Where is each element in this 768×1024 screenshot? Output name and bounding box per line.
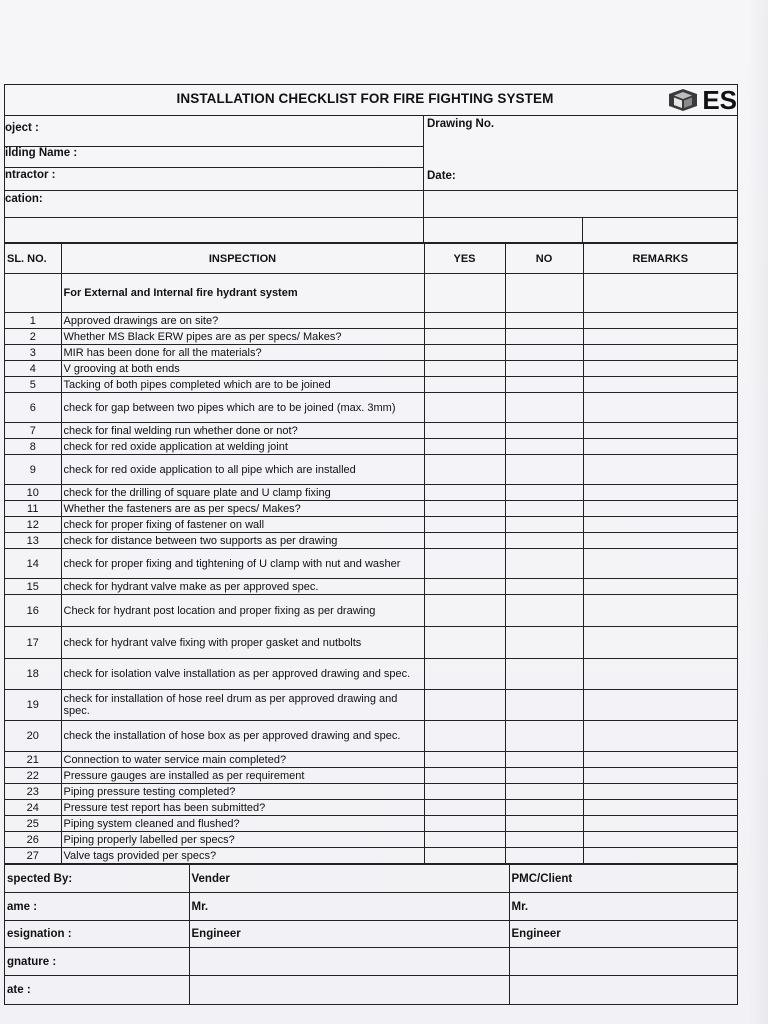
yes-cell[interactable] <box>424 329 505 345</box>
remarks-cell[interactable] <box>583 595 737 627</box>
remarks-cell[interactable] <box>583 816 737 832</box>
remarks-cell[interactable] <box>583 439 737 455</box>
header-left <box>5 116 424 242</box>
date-label: Date: <box>427 170 456 182</box>
remarks-cell[interactable] <box>583 800 737 816</box>
yes-cell[interactable] <box>424 423 505 439</box>
table-row <box>5 690 737 721</box>
yes-cell[interactable] <box>424 345 505 361</box>
yes-cell[interactable] <box>424 768 505 784</box>
item-number: 4 <box>5 361 61 377</box>
table-row <box>5 784 737 800</box>
item-text: Approved drawings are on site? <box>61 313 424 329</box>
remarks-cell[interactable] <box>583 690 737 721</box>
col-no: NO <box>505 244 583 274</box>
table-row <box>5 627 737 659</box>
divider <box>424 190 737 191</box>
item-number: 8 <box>5 439 61 455</box>
no-cell[interactable] <box>505 517 583 533</box>
table-row <box>5 393 737 423</box>
table-row <box>5 423 737 439</box>
no-cell[interactable] <box>505 549 583 579</box>
table-row <box>5 832 737 848</box>
table-row <box>5 595 737 627</box>
yes-cell[interactable] <box>424 784 505 800</box>
yes-cell[interactable] <box>424 595 505 627</box>
signoff-row <box>5 865 737 893</box>
table-row <box>5 439 737 455</box>
yes-cell[interactable] <box>424 579 505 595</box>
yes-cell[interactable] <box>424 816 505 832</box>
name-label: ame : <box>5 893 189 921</box>
designation-label: esignation : <box>5 921 189 948</box>
project-label: oject : <box>5 122 39 134</box>
no-cell[interactable] <box>505 329 583 345</box>
no-cell[interactable] <box>505 579 583 595</box>
yes-cell[interactable] <box>424 485 505 501</box>
signoff-table <box>5 864 737 1004</box>
remarks-cell[interactable] <box>583 423 737 439</box>
no-cell[interactable] <box>505 848 583 864</box>
remarks-cell[interactable] <box>583 274 737 313</box>
table-row <box>5 800 737 816</box>
remarks-cell[interactable] <box>583 659 737 690</box>
checklist-table <box>5 243 737 864</box>
table-row <box>5 501 737 517</box>
vender-signature-cell[interactable] <box>189 948 509 976</box>
no-cell[interactable] <box>505 393 583 423</box>
table-row <box>5 848 737 864</box>
item-text: check for red oxide application at welding joint <box>61 439 424 455</box>
item-number: 3 <box>5 345 61 361</box>
table-row <box>5 517 737 533</box>
cube-logo-icon <box>668 88 698 112</box>
pmc-signature-cell[interactable] <box>509 948 737 976</box>
vender-name[interactable]: Mr. <box>189 893 509 921</box>
remarks-cell[interactable] <box>583 752 737 768</box>
item-number: 26 <box>5 832 61 848</box>
no-cell[interactable] <box>505 377 583 393</box>
remarks-cell[interactable] <box>583 784 737 800</box>
pmc-date-cell[interactable] <box>509 976 737 1004</box>
yes-cell[interactable] <box>424 848 505 864</box>
signature-label: gnature : <box>5 948 189 976</box>
yes-cell[interactable] <box>424 752 505 768</box>
header-info <box>5 116 737 243</box>
no-cell[interactable] <box>505 752 583 768</box>
section-row <box>5 274 737 313</box>
item-text: V grooving at both ends <box>61 361 424 377</box>
item-text: check for distance between two supports as per drawing <box>61 533 424 549</box>
item-number: 17 <box>5 627 61 659</box>
table-row <box>5 313 737 329</box>
item-text: Whether MS Black ERW pipes are as per specs/ Makes? <box>61 329 424 345</box>
item-number: 12 <box>5 517 61 533</box>
yes-cell[interactable] <box>424 659 505 690</box>
page-edge <box>748 0 768 1024</box>
yes-cell[interactable] <box>424 690 505 721</box>
item-number: 10 <box>5 485 61 501</box>
item-text: check for the drilling of square plate and U clamp fixing <box>61 485 424 501</box>
table-row <box>5 549 737 579</box>
no-cell[interactable] <box>505 768 583 784</box>
no-cell[interactable] <box>505 784 583 800</box>
item-text: Tacking of both pipes completed which are to be joined <box>61 377 424 393</box>
document-title: INSTALLATION CHECKLIST FOR FIRE FIGHTING SYSTEM <box>176 91 554 106</box>
item-text: Valve tags provided per specs? <box>61 848 424 864</box>
yes-cell[interactable] <box>424 832 505 848</box>
yes-cell[interactable] <box>424 274 505 313</box>
table-row <box>5 533 737 549</box>
table-row <box>5 485 737 501</box>
no-cell[interactable] <box>505 816 583 832</box>
table-row <box>5 345 737 361</box>
drawing-no-label: Drawing No. <box>427 118 495 130</box>
title-row <box>5 85 737 116</box>
remarks-cell[interactable] <box>583 627 737 659</box>
signoff-row <box>5 948 737 976</box>
item-text: Pressure gauges are installed as per requirement <box>61 768 424 784</box>
table-row <box>5 659 737 690</box>
remarks-cell[interactable] <box>583 768 737 784</box>
yes-cell[interactable] <box>424 517 505 533</box>
yes-cell[interactable] <box>424 627 505 659</box>
signoff-row <box>5 921 737 948</box>
table-row <box>5 816 737 832</box>
yes-cell[interactable] <box>424 721 505 752</box>
yes-cell[interactable] <box>424 439 505 455</box>
remarks-cell[interactable] <box>583 832 737 848</box>
remarks-cell[interactable] <box>583 313 737 329</box>
yes-cell[interactable] <box>424 393 505 423</box>
item-number: 21 <box>5 752 61 768</box>
yes-cell[interactable] <box>424 313 505 329</box>
remarks-cell[interactable] <box>583 485 737 501</box>
item-text: check the installation of hose box as per approved drawing and spec. <box>61 721 424 752</box>
col-inspection: INSPECTION <box>61 244 424 274</box>
no-cell[interactable] <box>505 627 583 659</box>
no-cell[interactable] <box>505 423 583 439</box>
divider <box>5 217 737 218</box>
divider <box>5 190 423 191</box>
item-number: 5 <box>5 377 61 393</box>
table-row <box>5 329 737 345</box>
table-row <box>5 768 737 784</box>
item-text: MIR has been done for all the materials? <box>61 345 424 361</box>
col-yes: YES <box>424 244 505 274</box>
item-number: 13 <box>5 533 61 549</box>
no-cell[interactable] <box>505 274 583 313</box>
item-number: 18 <box>5 659 61 690</box>
no-cell[interactable] <box>505 345 583 361</box>
location-label: cation: <box>5 193 43 205</box>
item-text: check for proper fixing and tightening of U clamp with nut and washer <box>61 549 424 579</box>
divider <box>5 167 423 168</box>
item-number: 2 <box>5 329 61 345</box>
item-number: 20 <box>5 721 61 752</box>
item-number: 25 <box>5 816 61 832</box>
remarks-cell[interactable] <box>583 455 737 485</box>
table-row <box>5 752 737 768</box>
table-row <box>5 361 737 377</box>
item-text: check for installation of hose reel drum as per approved drawing and spec. <box>61 690 424 721</box>
date-label: ate : <box>5 976 189 1004</box>
vender-designation[interactable]: Engineer <box>189 921 509 948</box>
yes-cell[interactable] <box>424 377 505 393</box>
header-right <box>424 116 737 242</box>
section-title: For External and Internal fire hydrant system <box>61 274 424 313</box>
remarks-cell[interactable] <box>583 501 737 517</box>
item-text: Piping properly labelled per specs? <box>61 832 424 848</box>
pmc-client-label: PMC/Client <box>509 865 737 893</box>
signoff-row <box>5 893 737 921</box>
yes-cell[interactable] <box>424 533 505 549</box>
building-name-label: ilding Name : <box>5 147 78 159</box>
inspected-by-label: spected By: <box>5 865 189 893</box>
yes-cell[interactable] <box>424 549 505 579</box>
item-text: Connection to water service main completed? <box>61 752 424 768</box>
divider <box>582 217 583 242</box>
col-remarks: REMARKS <box>583 244 737 274</box>
item-text: check for final welding run whether done or not? <box>61 423 424 439</box>
item-number: 1 <box>5 313 61 329</box>
item-number: 15 <box>5 579 61 595</box>
no-cell[interactable] <box>505 659 583 690</box>
item-number: 16 <box>5 595 61 627</box>
table-row <box>5 721 737 752</box>
no-cell[interactable] <box>505 595 583 627</box>
no-cell[interactable] <box>505 313 583 329</box>
remarks-cell[interactable] <box>583 329 737 345</box>
item-number: 19 <box>5 690 61 721</box>
no-cell[interactable] <box>505 721 583 752</box>
contractor-label: ntractor : <box>5 169 56 181</box>
remarks-cell[interactable] <box>583 721 737 752</box>
table-row <box>5 377 737 393</box>
item-number: 6 <box>5 393 61 423</box>
item-number: 24 <box>5 800 61 816</box>
item-text: Piping pressure testing completed? <box>61 784 424 800</box>
no-cell[interactable] <box>505 455 583 485</box>
item-text: Whether the fasteners are as per specs/ Makes? <box>61 501 424 517</box>
no-cell[interactable] <box>505 690 583 721</box>
section-num-cell <box>5 274 61 313</box>
no-cell[interactable] <box>505 800 583 816</box>
item-number: 9 <box>5 455 61 485</box>
pmc-designation[interactable]: Engineer <box>509 921 737 948</box>
item-text: check for red oxide application to all pipe which are installed <box>61 455 424 485</box>
item-text: check for isolation valve installation as per approved drawing and spec. <box>61 659 424 690</box>
item-text: Pressure test report has been submitted? <box>61 800 424 816</box>
item-text: check for proper fixing of fastener on wall <box>61 517 424 533</box>
item-text: check for gap between two pipes which are to be joined (max. 3mm) <box>61 393 424 423</box>
remarks-cell[interactable] <box>583 377 737 393</box>
item-text: Check for hydrant post location and proper fixing as per drawing <box>61 595 424 627</box>
yes-cell[interactable] <box>424 361 505 377</box>
logo-text: ES <box>702 84 737 115</box>
item-text: Piping system cleaned and flushed? <box>61 816 424 832</box>
item-number: 11 <box>5 501 61 517</box>
vender-date-cell[interactable] <box>189 976 509 1004</box>
item-number: 7 <box>5 423 61 439</box>
remarks-cell[interactable] <box>583 361 737 377</box>
remarks-cell[interactable] <box>583 517 737 533</box>
yes-cell[interactable] <box>424 800 505 816</box>
remarks-cell[interactable] <box>583 579 737 595</box>
item-number: 23 <box>5 784 61 800</box>
remarks-cell[interactable] <box>583 848 737 864</box>
company-logo <box>668 85 737 115</box>
table-row <box>5 455 737 485</box>
no-cell[interactable] <box>505 439 583 455</box>
yes-cell[interactable] <box>424 501 505 517</box>
remarks-cell[interactable] <box>583 393 737 423</box>
item-number: 27 <box>5 848 61 864</box>
remarks-cell[interactable] <box>583 533 737 549</box>
no-cell[interactable] <box>505 485 583 501</box>
no-cell[interactable] <box>505 533 583 549</box>
checklist-form <box>4 84 738 1005</box>
yes-cell[interactable] <box>424 455 505 485</box>
table-row <box>5 579 737 595</box>
vender-label: Vender <box>189 865 509 893</box>
item-text: check for hydrant valve make as per approved spec. <box>61 579 424 595</box>
remarks-cell[interactable] <box>583 549 737 579</box>
item-number: 14 <box>5 549 61 579</box>
col-sl-no: SL. NO. <box>5 244 61 274</box>
table-header-row <box>5 244 737 274</box>
item-text: check for hydrant valve fixing with proper gasket and nutbolts <box>61 627 424 659</box>
no-cell[interactable] <box>505 501 583 517</box>
item-number: 22 <box>5 768 61 784</box>
no-cell[interactable] <box>505 832 583 848</box>
pmc-name[interactable]: Mr. <box>509 893 737 921</box>
no-cell[interactable] <box>505 361 583 377</box>
signoff-row <box>5 976 737 1004</box>
remarks-cell[interactable] <box>583 345 737 361</box>
